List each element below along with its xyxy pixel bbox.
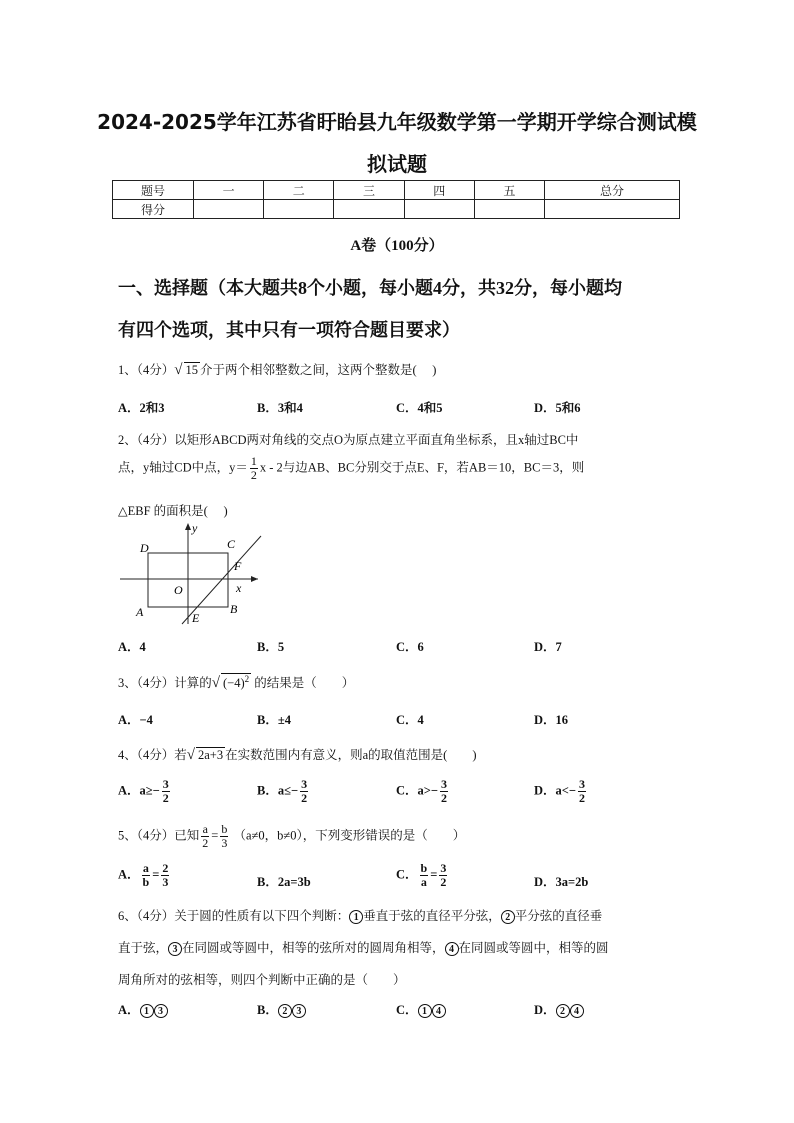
part1-heading-line2: 有四个选项，其中只有一项符合题目要求） (118, 320, 460, 340)
score-header-cell: 题号 (113, 181, 194, 200)
q5-option-b[interactable]: B．2a=3b (257, 875, 311, 889)
q3-radicand-base: (−4) (223, 676, 245, 691)
q5-suffix: （a≠0，b≠0），下列变形错误的是（ ） (233, 828, 466, 843)
q3-radicand (221, 673, 251, 691)
score-table (112, 180, 680, 219)
frac-den: 2 (202, 836, 209, 850)
score-cell (264, 200, 334, 219)
document-title-line1: 2024-2025学年江苏省盱眙县九年级数学第一学期开学综合测试模 (97, 110, 697, 134)
q3-option-d[interactable]: D．16 (534, 713, 569, 727)
frac-num: 3 (440, 861, 447, 875)
frac-num: 3 (579, 777, 586, 791)
q1-text: 介于两个相邻整数之间，这两个整数是( ) (200, 363, 437, 377)
q1-radicand: 15 (185, 363, 198, 377)
circled-number: 2 (278, 1004, 292, 1018)
q5-option-c[interactable] (396, 862, 449, 889)
q2-option-b[interactable]: B．5 (257, 640, 285, 654)
q4-opt-label: C．a>− (396, 783, 439, 798)
frac-den: b (142, 875, 150, 889)
q5-opt-label: A． (118, 867, 140, 882)
sqrt-symbol: √ (174, 362, 183, 378)
frac (142, 862, 151, 889)
q4-option-c[interactable] (396, 778, 450, 805)
frac-num: 1 (250, 454, 257, 468)
q5-frac-1 (201, 823, 209, 850)
circled-number: 3 (292, 1004, 306, 1018)
circled-number: 4 (445, 942, 459, 956)
sqrt-symbol: √ (211, 675, 220, 692)
sqrt-symbol: √ (186, 747, 195, 763)
score-cell (545, 200, 680, 219)
q2-figure (118, 520, 278, 630)
q3-option-c[interactable]: C．4 (396, 713, 424, 727)
score-cell (194, 200, 264, 219)
circled-number: 2 (501, 910, 515, 924)
frac-den: 2 (440, 875, 447, 889)
score-header-cell: 四 (404, 181, 474, 200)
frac (161, 862, 169, 889)
q6-opt-label: A． (118, 1003, 140, 1017)
q3-option-b[interactable]: B．±4 (257, 713, 291, 727)
q4-opt-frac (578, 778, 586, 805)
circled-number: 1 (349, 910, 363, 924)
question-3 (118, 673, 354, 692)
q2-line2-b: x - 2与边AB、BC分别交于点E、F，若AB＝10，BC＝3，则 (259, 460, 585, 475)
q3-exponent: 2 (244, 674, 250, 684)
circled-number: 2 (556, 1004, 570, 1018)
q6-line1-a: 6、（4分）关于圆的性质有以下四个判断： (118, 909, 350, 923)
question-2-line3: △EBF 的面积是( ) (118, 504, 228, 518)
q4-opt-frac (440, 778, 448, 805)
frac-num: 3 (301, 777, 308, 791)
question-2-line1: 2、（4分）以矩形ABCD两对角线的交点O为原点建立平面直角坐标系，且x轴过BC中 (118, 433, 579, 447)
label-e: E (192, 611, 200, 625)
y-axis-arrow (185, 523, 191, 530)
equals-sign: = (152, 867, 160, 882)
x-axis-arrow (251, 576, 258, 582)
q4-option-a[interactable] (118, 778, 172, 805)
q5-prefix: 5、（4分）已知 (118, 828, 200, 843)
frac-num: 3 (162, 777, 169, 791)
q6-opt-label: B． (257, 1003, 278, 1017)
document-title-line2: 拟试题 (367, 152, 427, 176)
frac-den: 2 (441, 791, 448, 805)
q5-option-d[interactable]: D．3a=2b (534, 875, 589, 889)
q2-option-d[interactable]: D．7 (534, 640, 562, 654)
frac-num: a (202, 822, 208, 836)
score-header-cell: 总分 (545, 181, 680, 200)
q4-opt-label: D．a<− (534, 783, 577, 798)
q5-frac-2 (220, 823, 228, 850)
q4-radicand: 2a+3 (198, 748, 224, 762)
q3-prefix: 3、（4分）计算的 (118, 676, 212, 691)
q4-option-b[interactable] (257, 778, 310, 805)
q2-option-a[interactable]: A．4 (118, 640, 146, 654)
label-c: C (227, 537, 236, 551)
q1-prefix: 1、（4分） (118, 363, 175, 377)
frac-num: b (221, 822, 228, 836)
q4-opt-frac (162, 778, 170, 805)
circled-number: 3 (168, 942, 182, 956)
label-d: D (140, 541, 149, 555)
section-a-heading: A卷（100分） (350, 238, 444, 254)
q3-option-a[interactable]: A．−4 (118, 713, 153, 727)
question-6-line3: 周角所对的弦相等，则四个判断中正确的是（ ） (118, 973, 406, 987)
q5-option-a[interactable] (118, 862, 171, 889)
q2-line2-a: 点，y轴过CD中点，y＝ (118, 460, 248, 475)
frac (439, 862, 447, 889)
q6-line2-a: 直于弦， (118, 941, 169, 955)
equals-sign: = (211, 828, 219, 843)
label-o: O (174, 583, 183, 597)
frac-den: 2 (579, 791, 586, 805)
frac-num: b (420, 861, 428, 875)
part1-heading-line1: 一、选择题（本大题共8个小题，每小题4分，共32分，每小题均 (118, 278, 622, 298)
label-f: F (234, 559, 242, 573)
score-cell (334, 200, 404, 219)
frac-den: 3 (162, 875, 169, 889)
q2-fraction (250, 455, 258, 482)
frac-den: 2 (301, 791, 308, 805)
label-b: B (230, 602, 238, 616)
score-cell (404, 200, 474, 219)
q1-option-d[interactable]: D．5和6 (534, 401, 581, 415)
q6-judgement-1: 垂直于弦的直径平分弦， (363, 909, 501, 923)
frac-num: a (142, 861, 149, 875)
q3-suffix: 的结果是（ ） (254, 676, 355, 691)
q6-option-d[interactable] (534, 1000, 584, 1018)
frac-den: 2 (162, 791, 169, 805)
q4-opt-label: A．a≥− (118, 783, 160, 798)
q4-suffix: 在实数范围内有意义，则a的取值范围是( ) (225, 748, 477, 762)
q6-opt-label: D． (534, 1003, 556, 1017)
score-table-header-row (113, 181, 680, 200)
score-header-cell: 二 (264, 181, 334, 200)
equals-sign: = (430, 867, 438, 882)
score-header-cell: 三 (334, 181, 404, 200)
q4-prefix: 4、（4分）若 (118, 748, 187, 762)
frac-den: 3 (221, 836, 228, 850)
question-2-line2 (118, 455, 584, 482)
question-5 (118, 823, 465, 850)
question-1 (118, 360, 436, 379)
q6-judgement-3: 在同圆或等圆中，相等的弦所对的圆周角相等， (182, 941, 445, 955)
q6-judgement-4: 在同圆或等圆中，相等的圆 (458, 941, 609, 955)
q4-option-d[interactable] (534, 778, 588, 805)
q4-opt-label: B．a≤− (257, 783, 299, 798)
circled-number: 1 (418, 1004, 432, 1018)
q6-option-a[interactable] (118, 1000, 168, 1018)
q2-option-c[interactable]: C．6 (396, 640, 424, 654)
q1-option-a[interactable]: A．2和3 (118, 401, 165, 415)
q1-option-c[interactable]: C．4和5 (396, 401, 443, 415)
q6-opt-label: C． (396, 1003, 418, 1017)
label-x: x (236, 581, 242, 595)
score-cell (474, 200, 544, 219)
frac-num: 3 (441, 777, 448, 791)
circled-number: 4 (432, 1004, 446, 1018)
question-4 (118, 745, 476, 764)
frac-den: 2 (250, 468, 257, 482)
q6-option-c[interactable] (396, 1000, 446, 1018)
frac-den: a (420, 875, 427, 889)
q5-opt-label: C． (396, 867, 418, 882)
score-header-cell: 一 (194, 181, 264, 200)
question-6-line2 (118, 938, 609, 956)
q4-opt-frac (300, 778, 308, 805)
circled-number: 4 (570, 1004, 584, 1018)
q6-option-b[interactable] (257, 1000, 306, 1018)
frac-num: 2 (162, 861, 169, 875)
q1-option-b[interactable]: B．3和4 (257, 401, 303, 415)
label-a: A (136, 605, 144, 619)
circled-number: 1 (140, 1004, 154, 1018)
label-y: y (192, 521, 198, 535)
frac (420, 862, 429, 889)
circled-number: 3 (154, 1004, 168, 1018)
q6-judgement-2: 平分弦的直径垂 (514, 909, 603, 923)
score-table-score-row (113, 200, 680, 219)
question-6-line1 (118, 906, 602, 924)
score-row-label: 得分 (113, 200, 194, 219)
score-header-cell: 五 (474, 181, 544, 200)
